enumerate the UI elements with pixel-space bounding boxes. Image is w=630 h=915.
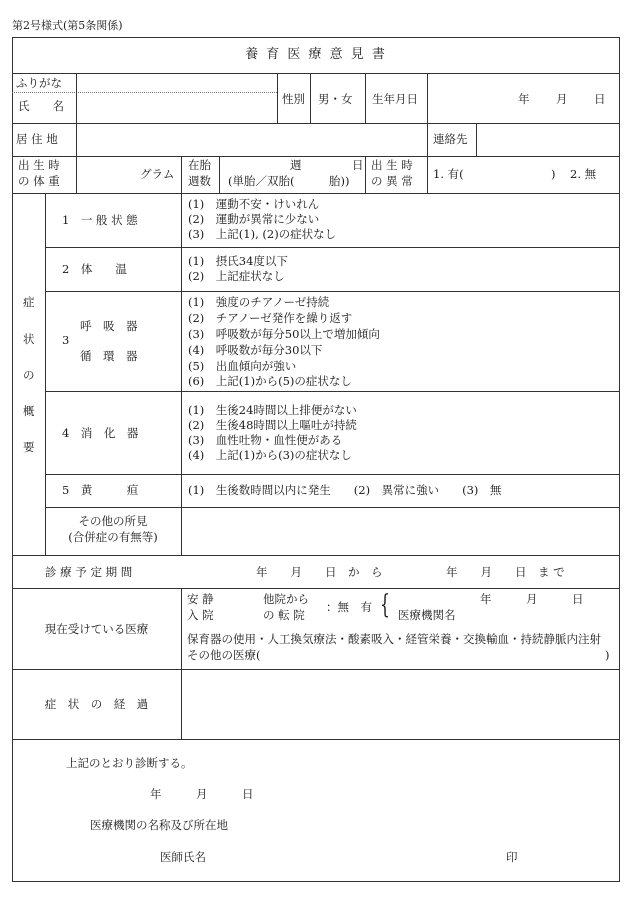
symptoms-side-2: 状 xyxy=(23,332,35,346)
general-state-label: 1 一 般 状 態 xyxy=(62,213,138,227)
care-types[interactable]: 保育器の使用・人工換気療法・酸素吸入・経管栄養・交換輸血・持続静脈内注射 xyxy=(187,632,601,646)
digestive-label: 4 消 化 器 xyxy=(62,426,139,440)
gestation-label-2: 週数 xyxy=(188,174,211,188)
digestive-item-1[interactable]: (1) 生後24時間以上排便がない xyxy=(188,403,357,417)
seal-mark: 印 xyxy=(506,850,518,864)
other-care-close: ) xyxy=(605,648,610,662)
birth-weight-label-1: 出 生 時 xyxy=(18,158,60,172)
digestive-item-3[interactable]: (3) 血性吐物・血性便がある xyxy=(188,433,343,447)
respiratory-item-1[interactable]: (1) 強度のチアノーゼ持続 xyxy=(188,295,330,309)
brace-symbol: { xyxy=(380,590,390,620)
birth-abnormal-label-2: の 異 常 xyxy=(371,174,413,188)
dob-month: 月 xyxy=(556,92,568,106)
progress-label: 症 状 の 経 過 xyxy=(44,697,149,711)
digestive-item-2[interactable]: (2) 生後48時間以上嘔吐が持続 xyxy=(188,418,357,432)
treatment-period-from[interactable]: 年 月 日 か ら xyxy=(256,565,383,579)
transfer-label-1: 他院から xyxy=(263,592,309,606)
dob-day: 日 xyxy=(594,92,606,106)
sex-label: 性別 xyxy=(282,92,305,106)
single-twin: (単胎／双胎( 胎)) xyxy=(228,174,350,188)
respiratory-number: 3 xyxy=(62,333,70,347)
temperature-item-1[interactable]: (1) 摂氏34度以下 xyxy=(188,254,288,268)
day-unit: 日 xyxy=(352,158,364,172)
sex-options[interactable]: 男・女 xyxy=(318,92,353,106)
address-label: 居 住 地 xyxy=(16,132,58,146)
progress-field[interactable] xyxy=(182,670,619,738)
symptoms-side-1: 症 xyxy=(23,295,35,309)
institution-name-label: 医療機関名 xyxy=(398,608,456,622)
transfer-label-2: の 転 院 xyxy=(263,608,305,622)
respiratory-item-2[interactable]: (2) チアノーゼ発作を繰り返す xyxy=(188,311,353,325)
digestive-item-4[interactable]: (4) 上記(1)から(3)の症状なし xyxy=(188,448,352,462)
temperature-item-2[interactable]: (2) 上記症状なし xyxy=(188,269,285,283)
abnormal-yes-close: ) xyxy=(551,167,556,181)
week-unit: 週 xyxy=(290,158,302,172)
respiratory-label: 呼 吸 器 xyxy=(80,319,138,333)
gram-unit: グラム xyxy=(140,167,175,181)
jaundice-label: 5 黄 疸 xyxy=(62,483,139,497)
transfer-date[interactable]: 年 月 日 xyxy=(480,592,584,606)
transfer-yes-no[interactable]: ：無 有 xyxy=(326,600,372,614)
symptoms-side-5: 要 xyxy=(23,440,35,454)
furigana-label: ふりがな xyxy=(16,76,62,90)
dob-year: 年 xyxy=(518,92,530,106)
birth-weight-label-2: の 体 重 xyxy=(18,174,60,188)
other-findings-label-2: (合併症の有無等) xyxy=(68,530,158,544)
admission-label: 入 院 xyxy=(187,608,214,622)
diagnosis-date[interactable]: 年 月 日 xyxy=(150,787,254,801)
gestation-label-1: 在胎 xyxy=(188,158,211,172)
doctor-name-label: 医師氏名 xyxy=(160,850,206,864)
general-item-3[interactable]: (3) 上記(1), (2)の症状なし xyxy=(188,227,337,241)
symptoms-side-3: の xyxy=(23,368,35,382)
other-findings-field[interactable] xyxy=(182,508,619,554)
diagnosis-statement: 上記のとおり診断する。 xyxy=(66,756,193,770)
name-label: 氏 名 xyxy=(18,99,64,113)
current-care-label: 現在受けている医療 xyxy=(44,622,149,636)
respiratory-item-5[interactable]: (5) 出血傾向が強い xyxy=(188,359,297,373)
symptoms-side-4: 概 xyxy=(23,404,35,418)
abnormal-yes[interactable]: 1. 有( xyxy=(433,167,464,181)
other-care-label: その他の医療( xyxy=(187,648,261,662)
respiratory-item-6[interactable]: (6) 上記(1)から(5)の症状なし xyxy=(188,374,352,388)
dob-label: 生年月日 xyxy=(372,92,418,106)
treatment-period-label: 診 療 予 定 期 間 xyxy=(45,565,133,579)
treatment-period-to[interactable]: 年 月 日 ま で xyxy=(446,565,565,579)
respiratory-item-4[interactable]: (4) 呼吸数が毎分30以下 xyxy=(188,343,323,357)
address-field[interactable] xyxy=(77,124,426,155)
abnormal-no[interactable]: 2. 無 xyxy=(570,167,597,181)
general-item-2[interactable]: (2) 運動が異常に少ない xyxy=(188,212,320,226)
birth-abnormal-label-1: 出 生 時 xyxy=(371,158,413,172)
form-number: 第2号様式(第5条関係) xyxy=(12,19,123,32)
circulatory-label: 循 環 器 xyxy=(80,349,138,363)
institution-address-label: 医療機関の名称及び所在地 xyxy=(90,818,228,832)
respiratory-item-3[interactable]: (3) 呼吸数が毎分50以上で増加傾向 xyxy=(188,327,380,341)
temperature-label: 2 体 温 xyxy=(62,262,127,276)
name-field[interactable] xyxy=(77,74,276,122)
general-item-1[interactable]: (1) 運動不安・けいれん xyxy=(188,197,320,211)
contact-field[interactable] xyxy=(477,124,619,155)
form-title: 養 育 医 療 意 見 書 xyxy=(245,47,387,62)
other-findings-label-1: その他の所見 xyxy=(78,514,148,528)
rest-label: 安 静 xyxy=(187,592,214,606)
contact-label: 連絡先 xyxy=(433,132,468,146)
jaundice-items[interactable]: (1) 生後数時間以内に発生 (2) 異常に強い (3) 無 xyxy=(188,483,502,497)
